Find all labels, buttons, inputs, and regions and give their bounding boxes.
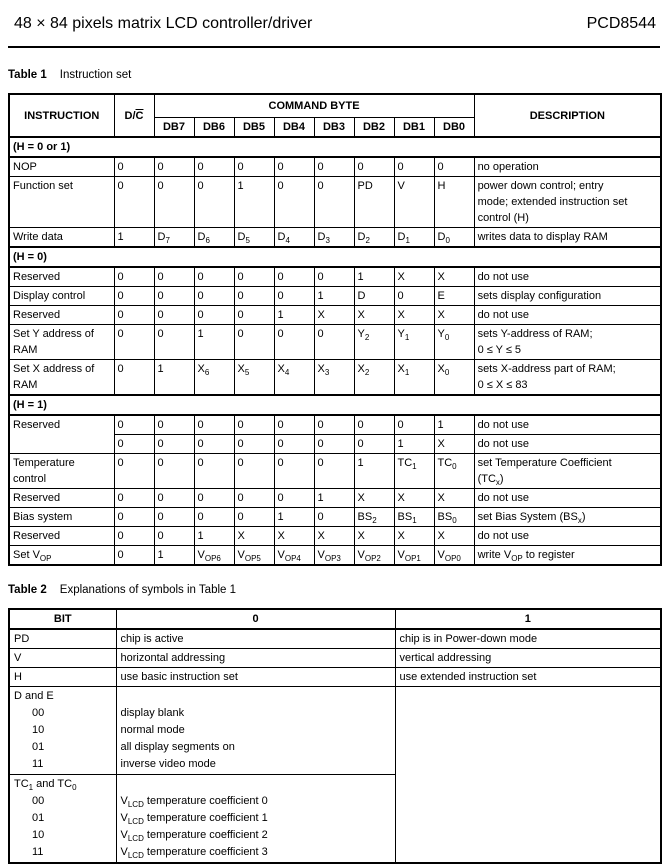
- table1-row: [9, 267, 661, 287]
- instruction-cell: NOP: [9, 157, 114, 177]
- description-cell: power down control; entry mode; extended instruction set control (H): [474, 177, 661, 228]
- bit-cell: 0: [314, 267, 354, 287]
- document-title: 48 × 84 pixels matrix LCD controller/driver: [14, 15, 313, 32]
- dc-cell: 0: [114, 306, 154, 325]
- dc-cell: 0: [114, 527, 154, 546]
- instruction-cell: Bias system: [9, 508, 114, 527]
- col-header-dc: $D/\overline{C}$: [114, 94, 154, 137]
- bit-cell: D: [354, 287, 394, 306]
- bit-cell: 0: [274, 325, 314, 360]
- dc-cell: 0: [114, 325, 154, 360]
- bit-cell: $D_2$: [354, 228, 394, 248]
- bit-cell: $V_{OP3}$: [314, 546, 354, 566]
- bit-cell: $D_4$: [274, 228, 314, 248]
- bit-cell: $BS_1$: [394, 508, 434, 527]
- bit-cell: $V_{OP5}$: [234, 546, 274, 566]
- instruction-cell: Reserved: [9, 267, 114, 287]
- bit-cell: 0: [234, 306, 274, 325]
- section-label: (H = 0 or 1): [9, 137, 661, 157]
- bit-cell: 0: [274, 415, 314, 435]
- bit-cell: 0: [314, 508, 354, 527]
- instruction-cell: Reserved: [9, 527, 114, 546]
- bit-cell: X: [354, 306, 394, 325]
- bit-cell: 0: [154, 325, 194, 360]
- instruction-set-table: [8, 93, 662, 566]
- bit-cell: 1: [194, 325, 234, 360]
- col-header-description: DESCRIPTION: [474, 94, 661, 137]
- bit-cell: 1: [154, 546, 194, 566]
- bit-cell: $X_2$: [354, 360, 394, 396]
- bit-cell: $D_6$: [194, 228, 234, 248]
- bit-cell: $V_{OP2}$: [354, 546, 394, 566]
- table1-row: [9, 415, 661, 435]
- bit-cell: X: [234, 527, 274, 546]
- col-header-db0: DB0: [434, 117, 474, 137]
- bit-cell: $Y_2$: [354, 325, 394, 360]
- dc-cell: 0: [114, 415, 154, 435]
- table1-row: [9, 527, 661, 546]
- table2-row: [9, 649, 661, 668]
- section-label: (H = 0): [9, 247, 661, 267]
- col-header-db5: DB5: [234, 117, 274, 137]
- description-cell: do not use: [474, 435, 661, 454]
- bit-cell: V: [9, 649, 116, 668]
- dc-cell: 0: [114, 157, 154, 177]
- bit-cell: 0: [354, 415, 394, 435]
- dc-cell: 0: [114, 508, 154, 527]
- col-header-db7: DB7: [154, 117, 194, 137]
- meaning1-cell: use extended instruction set: [395, 668, 661, 687]
- bit-cell: 0: [154, 435, 194, 454]
- bit-cell: V: [394, 177, 434, 228]
- bit-cell: H: [9, 668, 116, 687]
- symbol-explanation-table: [8, 608, 662, 864]
- bit-cell: $V_{OP4}$: [274, 546, 314, 566]
- table1-header-row-1: [9, 94, 661, 117]
- table1-row: [9, 508, 661, 527]
- bit-cell: 0: [434, 157, 474, 177]
- bit-cell: 0: [354, 435, 394, 454]
- table2-row: [9, 629, 661, 649]
- table1-caption: [8, 69, 660, 81]
- col-header-command-byte: COMMAND BYTE: [154, 94, 474, 117]
- bit-cell: X: [434, 435, 474, 454]
- bit-cell: $BS_0$: [434, 508, 474, 527]
- instruction-cell: Reserved: [9, 415, 114, 454]
- meaning0-cell: horizontal addressing: [116, 649, 395, 668]
- bit-cell: 0: [234, 325, 274, 360]
- meaning0-cell: chip is active: [116, 629, 395, 649]
- bit-cell: $X_6$: [194, 360, 234, 396]
- description-cell: write $V_{OP}$ to register: [474, 546, 661, 566]
- col-header-db2: DB2: [354, 117, 394, 137]
- table2-caption-text: Explanations of symbols in Table 1: [59, 584, 237, 596]
- col-header-db3: DB3: [314, 117, 354, 137]
- bit-cell: $X_0$: [434, 360, 474, 396]
- bit-cell: 0: [194, 454, 234, 489]
- description-cell: set Temperature Coefficient $(TC_x)$: [474, 454, 661, 489]
- bit-cell: 0: [194, 435, 234, 454]
- bit-cell: X: [434, 267, 474, 287]
- table1-row: [9, 360, 661, 396]
- bit-cell: 0: [234, 508, 274, 527]
- meaning1-cell: vertical addressing: [395, 649, 661, 668]
- bit-cell: 0: [234, 267, 274, 287]
- table1-row: [9, 454, 661, 489]
- bit-cell: X: [354, 527, 394, 546]
- bit-cell: $Y_1$: [394, 325, 434, 360]
- bit-cell: 0: [314, 435, 354, 454]
- bit-cell: 0: [274, 177, 314, 228]
- bit-cell: 1: [434, 415, 474, 435]
- bit-cell: 1: [274, 306, 314, 325]
- bit-cell: 0: [234, 435, 274, 454]
- bit-cell: $D_0$: [434, 228, 474, 248]
- bit-cell: 0: [154, 415, 194, 435]
- table1-row: [9, 228, 661, 248]
- dc-cell: 0: [114, 360, 154, 396]
- description-cell: do not use: [474, 527, 661, 546]
- bit-cell: 0: [154, 527, 194, 546]
- table2-body: [9, 629, 661, 863]
- meaning0-cell: use basic instruction set: [116, 668, 395, 687]
- bit-cell: $D_1$: [394, 228, 434, 248]
- bit-cell: X: [394, 267, 434, 287]
- bit-cell: 0: [194, 415, 234, 435]
- bit-cell: 0: [194, 306, 234, 325]
- meaning0-cell: $V_{LCD}$ temperature coefficient 0 $V_{LCD}$ temperature coefficient 1 $V_{LCD}$ temperature coefficient 2 $V_{LCD}$ temperature coefficient 3: [116, 775, 395, 864]
- bit-cell: 1: [234, 177, 274, 228]
- table1-section-row: [9, 395, 661, 415]
- bit-cell: 0: [274, 435, 314, 454]
- table1-row: [9, 177, 661, 228]
- bit-cell: 0: [314, 325, 354, 360]
- col-header-value0: 0: [116, 609, 395, 629]
- table2-caption-label: Table 2: [8, 584, 47, 596]
- bit-cell: 1: [354, 454, 394, 489]
- bit-cell: $BS_2$: [354, 508, 394, 527]
- bit-cell: 0: [154, 508, 194, 527]
- bit-cell: 0: [314, 415, 354, 435]
- table2-group-row: [9, 687, 661, 775]
- instruction-cell: Set X address of RAM: [9, 360, 114, 396]
- description-cell: no operation: [474, 157, 661, 177]
- bit-cell: X: [314, 306, 354, 325]
- bit-cell: PD: [354, 177, 394, 228]
- table2-header-row: [9, 609, 661, 629]
- bit-cell: PD: [9, 629, 116, 649]
- col-header-db4: DB4: [274, 117, 314, 137]
- instruction-cell: Set $V_{OP}$: [9, 546, 114, 566]
- dc-cell: 1: [114, 228, 154, 248]
- description-cell: writes data to display RAM: [474, 228, 661, 248]
- bit-cell: 0: [234, 157, 274, 177]
- bit-cell: 0: [274, 454, 314, 489]
- bit-cell: $V_{OP6}$: [194, 546, 234, 566]
- bit-cell: $Y_0$: [434, 325, 474, 360]
- dc-cell: 0: [114, 454, 154, 489]
- bit-cell: 0: [234, 287, 274, 306]
- bit-cell: 0: [394, 287, 434, 306]
- col-header-db6: DB6: [194, 117, 234, 137]
- table2-caption: [8, 584, 660, 596]
- bit-cell: 0: [194, 157, 234, 177]
- bit-cell: 0: [194, 267, 234, 287]
- bit-cell: $TC_0$: [434, 454, 474, 489]
- bit-cell: 0: [154, 306, 194, 325]
- bit-cell: H: [434, 177, 474, 228]
- bit-cell: 0: [234, 489, 274, 508]
- bit-cell: 0: [274, 489, 314, 508]
- bit-cell: 0: [154, 177, 194, 228]
- instruction-cell: Temperature control: [9, 454, 114, 489]
- table1-row: [9, 306, 661, 325]
- meaning1-merged-cell: [395, 687, 661, 864]
- bit-cell: $D_7$: [154, 228, 194, 248]
- bit-cell: 1: [354, 267, 394, 287]
- part-number: PCD8544: [586, 15, 656, 32]
- bit-cell: X: [394, 306, 434, 325]
- meaning1-cell: chip is in Power-down mode: [395, 629, 661, 649]
- bit-cell: X: [434, 306, 474, 325]
- bit-cell: 1: [154, 360, 194, 396]
- bit-cell: X: [354, 489, 394, 508]
- bit-cell: $TC_1$: [394, 454, 434, 489]
- dc-cell: 0: [114, 546, 154, 566]
- bit-cell: $X_4$: [274, 360, 314, 396]
- col-header-bit: BIT: [9, 609, 116, 629]
- dc-cell: 0: [114, 177, 154, 228]
- dc-cell: 0: [114, 435, 154, 454]
- bit-cell: $D_5$: [234, 228, 274, 248]
- bit-cell: 0: [154, 454, 194, 489]
- bit-cell: 0: [354, 157, 394, 177]
- instruction-cell: Reserved: [9, 489, 114, 508]
- bit-cell: 1: [314, 287, 354, 306]
- col-header-value1: 1: [395, 609, 661, 629]
- instruction-cell: Display control: [9, 287, 114, 306]
- bit-cell: 0: [154, 489, 194, 508]
- bit-cell: 0: [194, 287, 234, 306]
- bit-cell: 0: [314, 177, 354, 228]
- page-header: [8, 0, 660, 48]
- bit-cell: X: [274, 527, 314, 546]
- bit-cell: $X_3$: [314, 360, 354, 396]
- bit-cell: E: [434, 287, 474, 306]
- description-cell: do not use: [474, 489, 661, 508]
- table1-caption-label: Table 1: [8, 69, 47, 81]
- instruction-cell: Function set: [9, 177, 114, 228]
- instruction-cell: Reserved: [9, 306, 114, 325]
- table1-body: [9, 137, 661, 565]
- bit-cell: 0: [394, 157, 434, 177]
- table1-section-row: [9, 137, 661, 157]
- bit-cell: 0: [154, 267, 194, 287]
- bit-group-cell: D and E 00 10 01 11: [9, 687, 116, 775]
- instruction-cell: Write data: [9, 228, 114, 248]
- bit-cell: X: [394, 527, 434, 546]
- bit-cell: 1: [194, 527, 234, 546]
- table1-caption-text: Instruction set: [59, 69, 132, 81]
- table1-row: [9, 546, 661, 566]
- bit-cell: 0: [274, 287, 314, 306]
- bit-cell: 0: [314, 157, 354, 177]
- description-cell: sets Y-address of RAM; 0 ≤ Y ≤ 5: [474, 325, 661, 360]
- bit-cell: $X_5$: [234, 360, 274, 396]
- meaning0-cell: display blank normal mode all display segments on inverse video mode: [116, 687, 395, 775]
- bit-cell: $V_{OP1}$: [394, 546, 434, 566]
- dc-cell: 0: [114, 489, 154, 508]
- bit-cell: 1: [394, 435, 434, 454]
- bit-cell: 1: [314, 489, 354, 508]
- section-label: (H = 1): [9, 395, 661, 415]
- description-cell: do not use: [474, 306, 661, 325]
- bit-cell: 0: [274, 157, 314, 177]
- table1-row: [9, 157, 661, 177]
- bit-cell: X: [434, 527, 474, 546]
- instruction-cell: Set Y address of RAM: [9, 325, 114, 360]
- bit-cell: X: [314, 527, 354, 546]
- table2-row: [9, 668, 661, 687]
- description-cell: set Bias System $(BS_x)$: [474, 508, 661, 527]
- bit-cell: 0: [234, 415, 274, 435]
- bit-cell: 0: [234, 454, 274, 489]
- table1-row: [9, 287, 661, 306]
- bit-cell: $V_{OP0}$: [434, 546, 474, 566]
- dc-cell: 0: [114, 267, 154, 287]
- bit-cell: 0: [194, 508, 234, 527]
- bit-cell: 0: [194, 177, 234, 228]
- bit-cell: X: [434, 489, 474, 508]
- bit-cell: $X_1$: [394, 360, 434, 396]
- bit-cell: 0: [274, 267, 314, 287]
- table1-row: [9, 325, 661, 360]
- bit-group-cell: $TC_1$ and $TC_0$ 00 01 10 11: [9, 775, 116, 864]
- col-header-instruction: INSTRUCTION: [9, 94, 114, 137]
- dc-cell: 0: [114, 287, 154, 306]
- bit-cell: X: [394, 489, 434, 508]
- bit-cell: 1: [274, 508, 314, 527]
- description-cell: sets X-address part of RAM; 0 ≤ X ≤ 83: [474, 360, 661, 396]
- description-cell: do not use: [474, 415, 661, 435]
- description-cell: sets display configuration: [474, 287, 661, 306]
- table1-section-row: [9, 247, 661, 267]
- bit-cell: 0: [154, 287, 194, 306]
- bit-cell: $D_3$: [314, 228, 354, 248]
- bit-cell: 0: [154, 157, 194, 177]
- bit-cell: 0: [194, 489, 234, 508]
- col-header-db1: DB1: [394, 117, 434, 137]
- table1-row: [9, 489, 661, 508]
- bit-cell: 0: [314, 454, 354, 489]
- bit-cell: 0: [394, 415, 434, 435]
- description-cell: do not use: [474, 267, 661, 287]
